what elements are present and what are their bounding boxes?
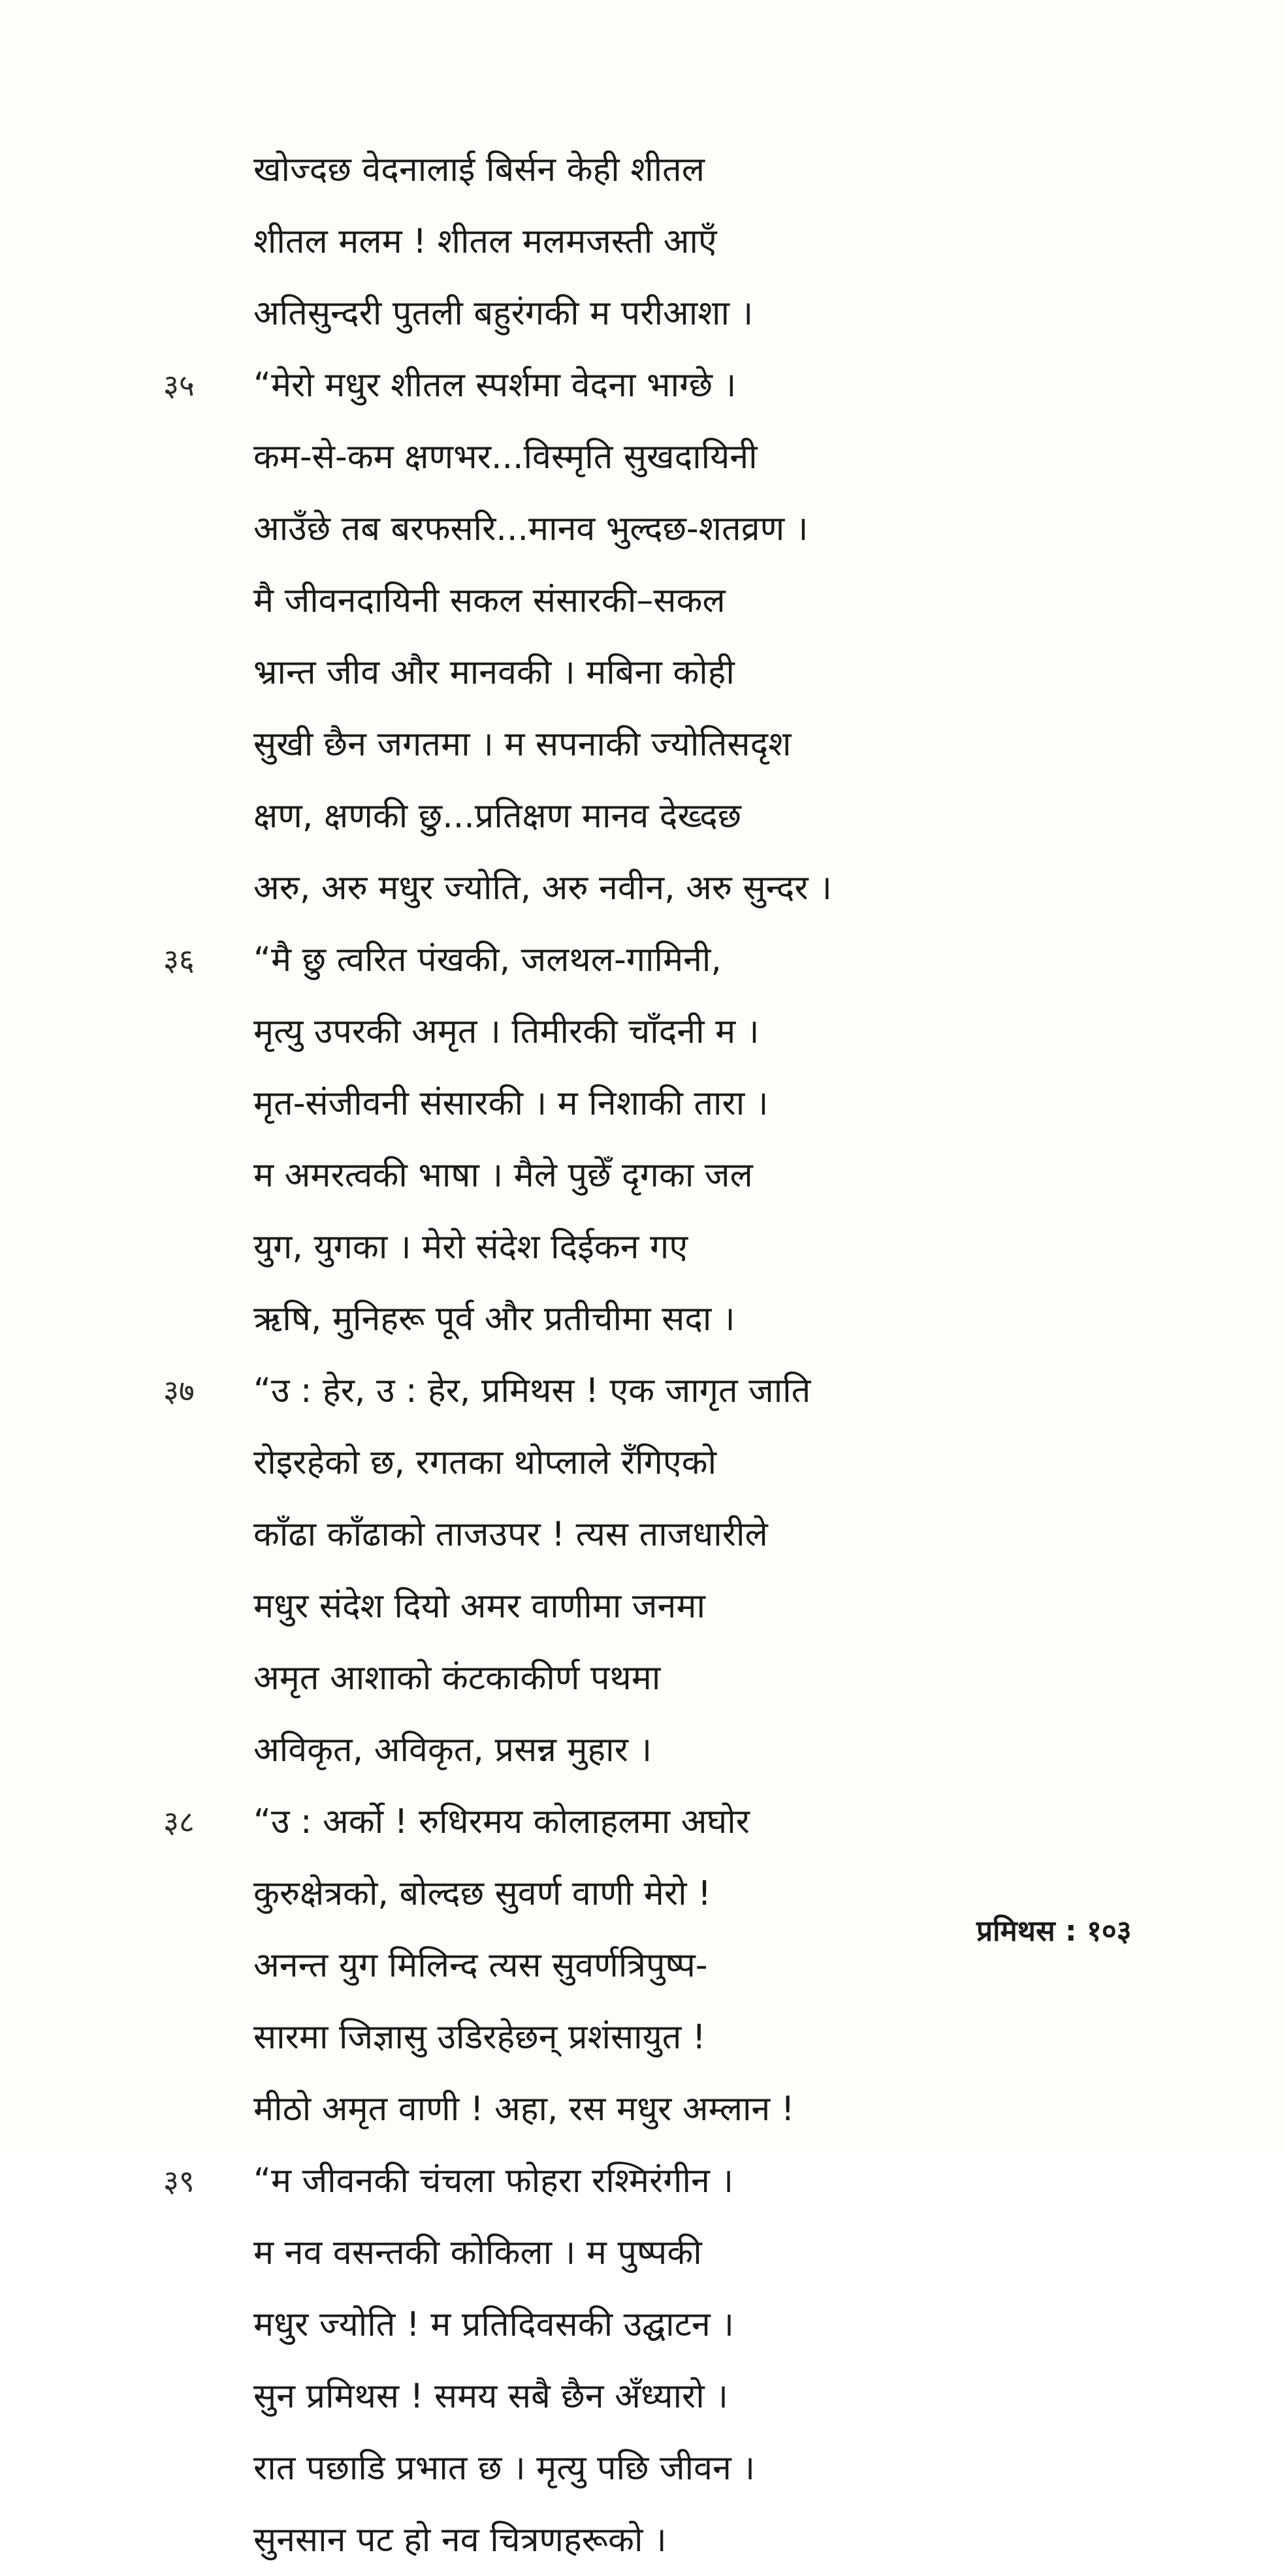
poem-line: [163, 565, 1143, 637]
verse-number: ३७: [163, 1373, 195, 1408]
poem-line-text: मृत-संजीवनी संसारकी । म निशाकी तारा ।: [253, 1084, 769, 1123]
poem-line: [163, 708, 1143, 780]
poem-line: [163, 924, 1143, 996]
poem-line-text: मधुर संदेश दियो अमर वाणीमा जनमा: [253, 1587, 705, 1626]
poem-line: [163, 637, 1143, 708]
poem-body: [163, 134, 1143, 2576]
poem-line-text: कुरुक्षेत्रको, बोल्दछ सुवर्ण वाणी मेरो !: [253, 1874, 712, 1913]
poem-line-text: ऋषि, मुनिहरू पूर्व और प्रतीचीमा सदा ।: [253, 1299, 735, 1339]
poem-line: [163, 2289, 1143, 2361]
page-footer-folio: प्रमिथस : १०३: [976, 1915, 1132, 1948]
poem-line-text: म अमरत्वकी भाषा । मैले पुछेँ दृगका जल: [253, 1156, 753, 1195]
poem-line-text: अतिसुन्दरी पुतली बहुरंगकी म परीआशा ।: [253, 294, 754, 333]
poem-line-text: रोइरहेको छ, रगतका थोप्लाले रँगिएको: [253, 1443, 717, 1482]
poem-line: [163, 134, 1143, 206]
poem-line-text: म नव वसन्तकी कोकिला । म पुष्पकी: [253, 2233, 702, 2272]
poem-line-text: मीठो अमृत वाणी ! अहा, रस मधुर अम्लान !: [253, 2090, 795, 2129]
poem-line-text: रात पछाडि प्रभात छ । मृत्यु पछि जीवन ।: [253, 2449, 756, 2488]
poem-line-text: “मै छु त्वरित पंखकी, जलथल-गामिनी,: [253, 940, 722, 979]
poem-line-text: अनन्त युग मिलिन्द त्यस सुवर्णत्रिपुष्प-: [253, 1946, 708, 1985]
poem-line: [163, 1786, 1143, 1858]
poem-line: [163, 2073, 1143, 2145]
poem-line-text: “उ : हेर, उ : हेर, प्रमिथस ! एक जागृत जाति: [253, 1371, 811, 1410]
poem-line: [163, 349, 1143, 421]
poem-line-text: शीतल मलम ! शीतल मलमजस्ती आएँ: [253, 222, 717, 261]
poem-line: [163, 2432, 1143, 2504]
poem-line-text: मै जीवनदायिनी सकल संसारकी–सकल: [253, 581, 726, 620]
poem-line: [163, 2145, 1143, 2217]
poem-line-text: मधुर ज्योति ! म प्रतिदिवसकी उद्घाटन ।: [253, 2305, 734, 2344]
poem-line-text: अरु, अरु मधुर ज्योति, अरु नवीन, अरु सुन्दर ।: [253, 868, 832, 908]
poem-line-text: सुन प्रमिथस ! समय सबै छैन अँध्यारो ।: [253, 2377, 729, 2416]
poem-line-text: अमृत आशाको कंटकाकीर्ण पथमा: [253, 1659, 661, 1698]
poem-line-text: सुखी छैन जगतमा । म सपनाकी ज्योतिसदृश: [253, 725, 792, 764]
poem-line-text: भ्रान्त जीव और मानवकी । मबिना कोही: [253, 653, 735, 692]
poem-line-text: “म जीवनकी चंचला फोहरा रश्मिरंगीन ।: [253, 2161, 734, 2201]
verse-number: ३६: [163, 942, 195, 978]
poem-line: [163, 1283, 1143, 1355]
poem-line: [163, 278, 1143, 349]
verse-number: ३५: [163, 368, 195, 403]
poem-line-text: कम-से-कम क्षणभर...विस्मृति सुखदायिनी: [253, 437, 758, 477]
poem-line-text: मृत्यु उपरकी अमृत । तिमीरकी चाँदनी म ।: [253, 1012, 760, 1051]
poem-line-text: “मेरो मधुर शीतल स्पर्शमा वेदना भाग्छे ।: [253, 366, 737, 405]
poem-line-text: “उ : अर्को ! रुधिरमय कोलाहलमा अघोर: [253, 1802, 750, 1841]
poem-line: [163, 780, 1143, 852]
verse-number: ३८: [163, 1804, 195, 1839]
poem-line-text: युग, युगका । मेरो संदेश दिईकन गए: [253, 1228, 688, 1267]
poem-line-text: आउँछे तब बरफसरि...मानव भुल्दछ-शतव्रण ।: [253, 509, 809, 549]
poem-line: [163, 2001, 1143, 2073]
verse-number: ३९: [163, 2163, 195, 2199]
poem-line: [163, 421, 1143, 493]
poem-line: [163, 1068, 1143, 1139]
poem-line: [163, 2361, 1143, 2432]
poem-line: [163, 996, 1143, 1068]
poem-line: [163, 493, 1143, 565]
poem-line: [163, 1211, 1143, 1283]
poem-line-text: सुनसान पट हो नव चित्रणहरूको ।: [253, 2520, 667, 2560]
poem-line: [163, 1355, 1143, 1427]
poem-line-text: सारमा जिज्ञासु उडिरहेछन् प्रशंसायुत !: [253, 2018, 706, 2057]
poem-line-text: खोज्दछ वेदनालाई बिर्सन केही शीतल: [253, 150, 705, 189]
poem-line: [163, 206, 1143, 278]
poem-line: [163, 1427, 1143, 1499]
poem-line: [163, 2217, 1143, 2289]
poem-line: [163, 1642, 1143, 1714]
poem-line: [163, 1714, 1143, 1786]
poem-line-text: क्षण, क्षणकी छु...प्रतिक्षण मानव देख्दछ: [253, 797, 742, 836]
poem-line: [163, 2504, 1143, 2576]
poem-line: [163, 852, 1143, 924]
poem-line: [163, 1570, 1143, 1642]
poem-line: [163, 1499, 1143, 1570]
poem-line-text: अविकृत, अविकृत, प्रसन्न मुहार ।: [253, 1730, 652, 1770]
poem-line: [163, 1139, 1143, 1211]
poem-line-text: काँढा काँढाको ताजउपर ! त्यस ताजधारीले: [253, 1515, 768, 1554]
